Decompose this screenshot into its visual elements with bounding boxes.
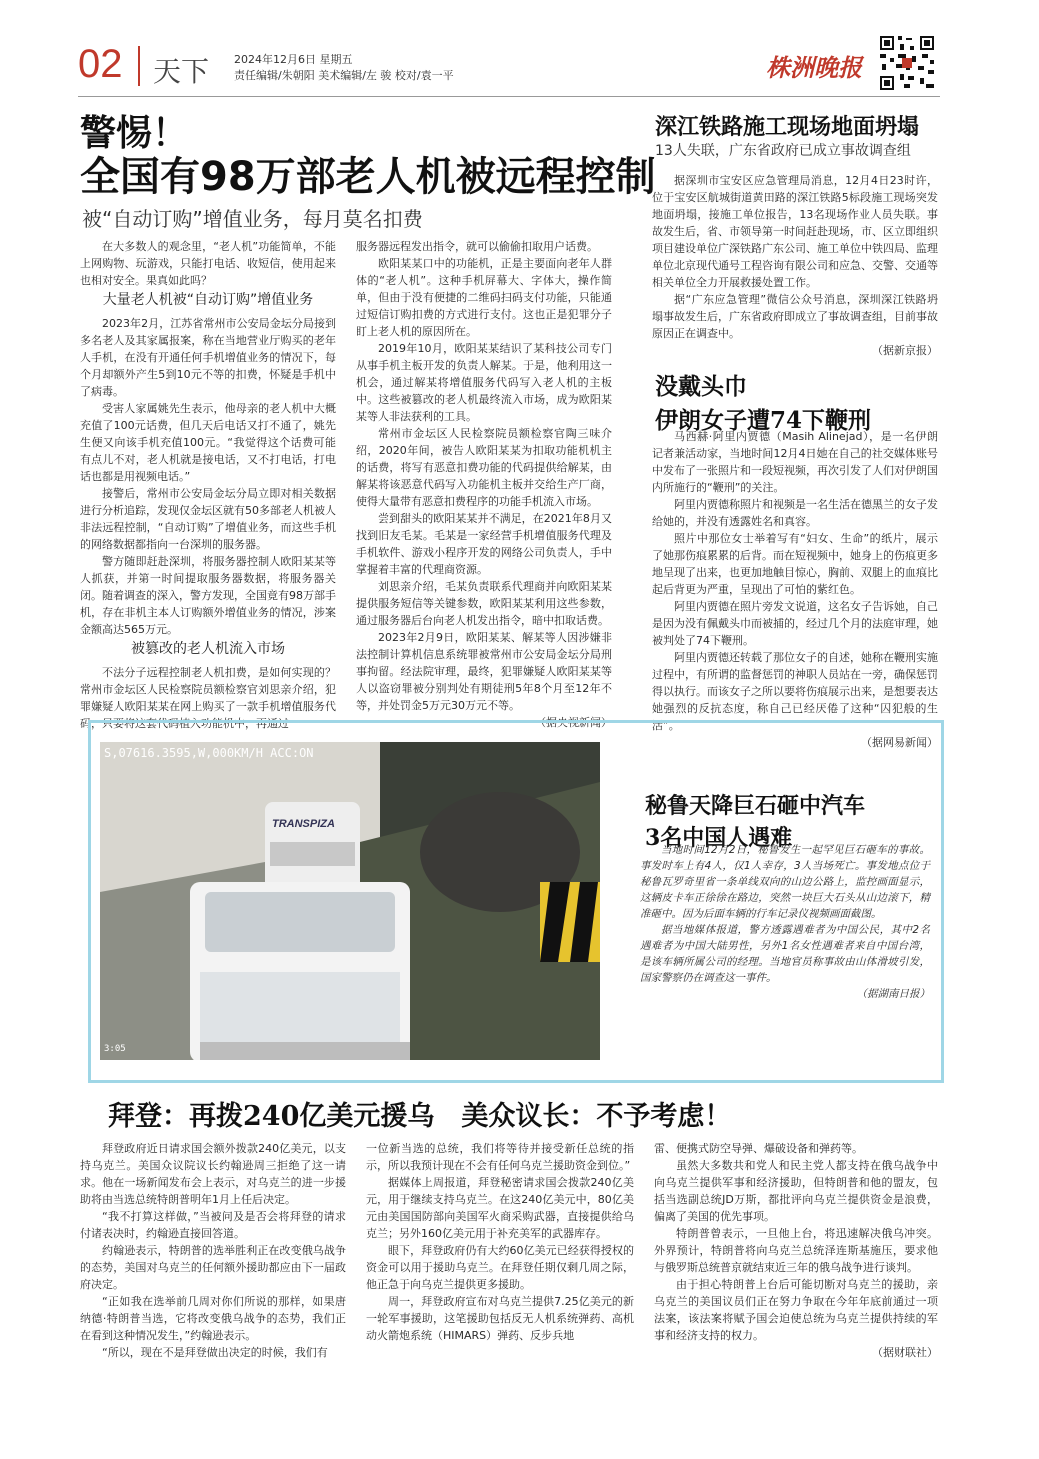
paragraph: “正如我在选举前几周对你们所说的那样，如果唐纳德·特朗普当选，它将改变俄乌战争的态势，我们正在看到这种情况发生，”约翰逊表示。	[80, 1295, 346, 1342]
paragraph: 尝到甜头的欧阳某某并不满足，在2021年8月又找到旧友毛某。毛某是一家经营手机增值服务代理及手机软件、游戏小程序开发的网络公司负责人，手中掌握着丰富的代理商资源。	[356, 512, 612, 576]
headline-line2: 全国有98万部老人机被远程控制	[80, 154, 656, 200]
source-credit: （据财联社）	[872, 1346, 938, 1359]
article1-column2	[356, 238, 612, 731]
paragraph: 照片中那位女士举着写有“妇女、生命”的纸片，展示了她那伤痕累累的后背。而在短视频中，她身上的伤痕更多地呈现了出来，也更加地触目惊心，胸前、双腿上的血痕比起后背更为严重，呈现出了可怕的紫红色。	[652, 532, 938, 596]
page-header	[78, 34, 940, 94]
paragraph: 受害人家属姚先生表示，他母亲的老人机中大概充值了100元话费，但几天后电话又打不通了，姚先生便又向该手机充值100元。“我觉得这个话费可能有点儿不对，老人机就是接电话，又不打电话，打电话也都是用视频电话。”	[80, 402, 336, 483]
article4-headline-line2: 3名中国人遇难	[645, 825, 793, 851]
paragraph: 常州市金坛区人民检察院员额检察官陶三味介绍，2020年间，被告人欧阳某某为扣取功能机机主的话费，将写有恶意扣费功能的代码提供给解某，由解某将该恶意代码写入功能机主板并交给生产厂商，使得大量带有恶意扣费程序的功能手机流入市场。	[356, 427, 612, 508]
paragraph: 由于担心特朗普上台后可能切断对乌克兰的援助，亲乌克兰的美国议员们正在努力争取在今年年底前通过一项法案，该法案将赋予国会迫使总统为乌克兰提供持续的军事和经济支持的权力。	[654, 1278, 938, 1342]
paragraph: 虽然大多数共和党人和民主党人都支持在俄乌战争中向乌克兰提供军事和经济援助，但特朗普和他的盟友，包括当选副总统JD万斯，都批评向乌克兰提供资金是浪费，偏离了美国的优先事项。	[654, 1159, 938, 1223]
paragraph: 阿里内贾德在照片旁发文说道，这名女子告诉她，自己是因为没有佩戴头巾而被捕的，经过几个月的法庭审理，她被判处了74下鞭刑。	[652, 600, 938, 647]
paragraph: 据媒体上周报道，拜登秘密请求国会拨款240亿美元，用于继续支持乌克兰。在这240亿美元中，80亿美元由美国国防部向美国军火商采购武器，直接提供给乌克兰；另外160亿美元用于补充美军的武器库存。	[366, 1176, 634, 1240]
article3-headline-line1: 没戴头巾	[655, 373, 747, 400]
issue-date: 2024年12月6日 星期五	[234, 53, 353, 66]
article3-body	[652, 428, 938, 751]
section-name: 天下	[153, 55, 210, 88]
paragraph: 接警后，常州市公安局金坛分局立即对相关数据进行分析追踪，发现仅金坛区就有50多部老人机被人非法远程控制，“自动订购”了增值业务，而这些手机的网络数据都指向一台深圳的服务器。	[80, 487, 336, 551]
source-credit: （据网易新闻）	[861, 736, 938, 749]
article2-subtitle: 13人失联，广东省政府已成立事故调查组	[655, 143, 911, 159]
article5-headline: 拜登：再拨240亿美元援乌 美众议长：不予考虑！	[108, 1101, 732, 1132]
paragraph: 阿里内贾德还转载了那位女子的自述，她称在鞭刑实施过程中，有所谓的监督惩罚的神职人员站在一旁，确保惩罚得以执行。而该女子之所以要将伤痕展示出来，是想要表达她强烈的反抗态度，称自己已经厌倦了这种“囚犯般的生活”。	[652, 651, 938, 732]
paragraph: 据当地媒体报道，警方透露遇难者为中国公民，其中2名遇难者为中国大陆男性，另外1名女性遇难者来自中国台湾，是该车辆所属公司的经理。当地官员称事故由山体滑坡引发，国家警察仍在调查这一事件。	[640, 924, 930, 984]
newspaper-logo: 株洲晚报	[766, 53, 862, 82]
section-heading: 被篡改的老人机流入市场	[131, 641, 285, 657]
paragraph: 刘思亲介绍，毛某负责联系代理商并向欧阳某某提供服务短信等关键参数，欧阳某某利用这些参数，通过服务器后台向老人机发出指令，暗中扣取话费。	[356, 580, 612, 627]
paragraph: 阿里内贾德称照片和视频是一名生活在德黑兰的女子发给她的，并没有透露姓名和真容。	[652, 498, 938, 528]
headline-line1: 警惕！	[80, 113, 189, 154]
paragraph: 2023年2月9日，欧阳某某、解某等人因涉嫌非法控制计算机信息系统罪被常州市公安局金坛分局刑事拘留。经法院审理，最终，犯罪嫌疑人欧阳某某等人以盗窃罪被分别判处有期徒刑5年8个月至12年不等，并处罚金5万元30万元不等。	[356, 631, 612, 712]
article3-headline-line2: 伊朗女子遭74下鞭刑	[655, 407, 872, 434]
article4-body	[640, 842, 930, 1002]
article5-column2	[366, 1140, 634, 1344]
paragraph: 在大多数人的观念里，“老人机”功能简单，不能上网购物、玩游戏，只能打电话、收短信，使用起来也相对安全。果真如此吗？	[80, 240, 336, 287]
headline-subtitle: 被“自动订购”增值业务，每月莫名扣费	[82, 207, 423, 231]
paragraph: 欧阳某某口中的功能机，正是主要面向老年人群体的“老人机”。这种手机屏幕大、字体大，操作简单，但由于没有便捷的二维码扫码支付功能，只能通过短信订购扣费的方式进行支付。这也正是犯罪分子盯上老人机的原因所在。	[356, 257, 612, 338]
van-logo-text: TRANSPIZA	[272, 818, 335, 830]
paragraph: 拜登政府近日请求国会额外拨款240亿美元，以支持乌克兰。美国众议院议长约翰逊周三拒绝了这一请求。他在一场新闻发布会上表示，对乌克兰的进一步援助将由当选总统特朗普明年1月上任后决定。	[80, 1142, 346, 1206]
editor-credits: 责任编辑/朱朝阳 美术编辑/左 骏 校对/袁一平	[234, 69, 454, 82]
paragraph: 服务器远程发出指令，就可以偷偷扣取用户话费。	[356, 240, 598, 253]
paragraph: 周一，拜登政府宣布对乌克兰提供7.25亿美元的新一轮军事援助，这笔援助包括反无人机系统弹药、高机动火箭炮系统（HIMARS）弹药、反步兵地	[366, 1295, 634, 1342]
article4-headline-line1: 秘鲁天降巨石砸中汽车	[645, 793, 866, 819]
qr-code-icon[interactable]	[878, 34, 936, 92]
paragraph: 马西赫·阿里内贾德（Masih Alinejad），是一名伊朗记者兼活动家，当地时间12月4日她在自己的社交媒体账号中发布了一张照片和一段短视频，再次引发了人们对伊朗国内所施行的“鞭刑”的关注。	[652, 430, 938, 494]
paragraph: 一位新当选的总统，我们将等待并接受新任总统的指示，所以我预计现在不会有任何乌克兰援助资金到位。”	[366, 1142, 634, 1172]
article5-column1	[80, 1140, 346, 1361]
paragraph: 据深圳市宝安区应急管理局消息，12月4日23时许，位于宝安区航城街道黄田路的深江铁路5标段施工现场突发地面坍塌，接施工单位报告，13名现场作业人员失联。事故发生后，省、市领导第一时间赶赴现场，市、区立即组织项目建设单位广深铁路广东公司、施工单位中铁四局、监理单位北京现代通号工程咨询有限公司和应急、交警、交通等相关单位全力开展救援处置工作。	[652, 174, 938, 289]
source-credit: （据新京报）	[872, 344, 938, 357]
paragraph: 约翰逊表示，特朗普的选举胜利正在改变俄乌战争的态势，美国对乌克兰的任何额外援助都应由下一届政府决定。	[80, 1244, 346, 1291]
source-credit: （据湖南日报）	[856, 988, 930, 1000]
article5-column3	[654, 1140, 938, 1361]
header-rule	[78, 96, 940, 97]
header-divider	[138, 46, 140, 86]
paragraph: “所以，现在不是拜登做出决定的时候，我们有	[102, 1346, 328, 1359]
paragraph: 不法分子远程控制老人机扣费，是如何实现的？常州市金坛区人民检察院员额检察官刘思亲介绍，犯罪嫌疑人欧阳某某在网上购买了一款手机增值服务代码，只要将这套代码植入功能机中，再通过	[80, 666, 336, 730]
paragraph: 2023年2月，江苏省常州市公安局金坛分局接到多名老人及其家属报案，称在当地营业厅购买的老年人手机，在没有开通任何手机增值业务的情况下，每个月却额外产生5到10元不等的扣费，怀疑是手机中了病毒。	[80, 317, 336, 398]
source-credit: （据央视新闻）	[535, 716, 612, 729]
dashcam-photo	[100, 742, 600, 1060]
page-number: 02	[78, 42, 123, 86]
dashcam-scene	[100, 742, 600, 1060]
paragraph: “我不打算这样做，”当被问及是否会将拜登的请求付诸表决时，约翰逊直接回答道。	[80, 1210, 346, 1240]
section-heading: 大量老人机被“自动订购”增值业务	[102, 292, 314, 308]
paragraph: 据“广东应急管理”微信公众号消息，深圳深江铁路坍塌事故发生后，广东省政府即成立了事故调查组，目前事故原因正在调查中。	[652, 293, 938, 340]
article2-headline: 深江铁路施工现场地面坍塌	[655, 114, 920, 140]
article1-column1	[80, 238, 336, 732]
dashcam-overlay: S,07616.3595,W,000KM/H ACC:ON	[104, 746, 314, 760]
paragraph: 警方随即赶赴深圳，将服务器控制人欧阳某某等人抓获，并第一时间提取服务器数据，将服务器关闭。随着调查的深入，警方发现，全国竟有98万部手机，存在非机主本人订购额外增值业务的情况，涉案金额高达565万元。	[80, 555, 336, 636]
paragraph: 当地时间12月2日，秘鲁发生一起罕见巨石砸车的事故。事发时车上有4人，仅1人幸存，3人当场死亡。事发地点位于秘鲁瓦罗奇里省一条单线双向的山边公路上，监控画面显示，这辆皮卡车正徐徐在路边，突然一块巨大石头从山边滚下，精准砸中。因为后面车辆的行车记录仪视频画面截图。	[640, 844, 930, 920]
article2-body	[652, 172, 938, 359]
paragraph: 雷、便携式防空导弹、爆破设备和弹药等。	[654, 1142, 863, 1155]
paragraph: 眼下，拜登政府仍有大约60亿美元已经获得授权的资金可以用于援助乌克兰。在拜登任期仅剩几周之际，他正急于向乌克兰提供更多援助。	[366, 1244, 634, 1291]
dashcam-timestamp: 3:05	[104, 1044, 126, 1054]
paragraph: 特朗普曾表示，一旦他上台，将迅速解决俄乌冲突。外界预计，特朗普将向乌克兰总统泽连斯基施压，要求他与俄罗斯总统普京就结束近三年的俄乌战争进行谈判。	[654, 1227, 938, 1274]
paragraph: 2019年10月，欧阳某某结识了某科技公司专门从事手机主板开发的负责人解某。于是，他利用这一机会，通过解某将增值服务代码写入老人机的主板中。这些被篡改的老人机最终流入市场，成为欧阳某某等人非法获利的工具。	[356, 342, 612, 423]
